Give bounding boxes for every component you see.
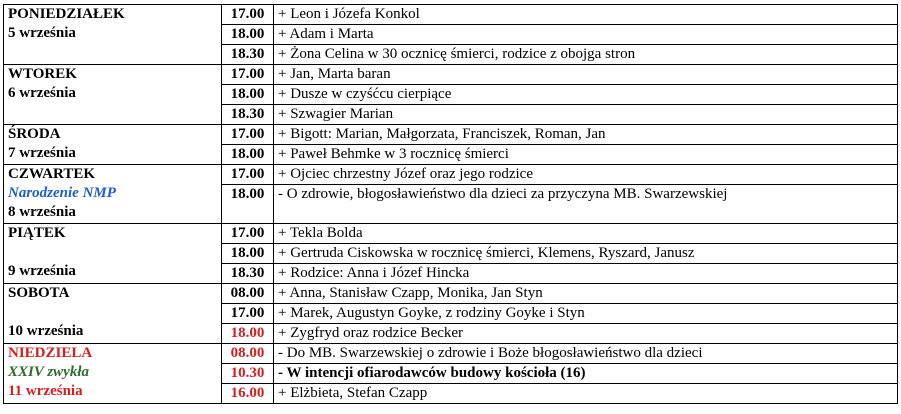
day-cell-tuesday (4, 65, 222, 125)
table-row (4, 344, 898, 364)
table-row (4, 5, 898, 25)
feast-name: Narodzenie NMP (8, 185, 116, 201)
mass-intentions-table (3, 4, 898, 404)
day-name: WTOREK (8, 66, 77, 82)
mass-intention: - Do MB. Swarzewskiej o zdrowie i Boże błogosławieństwo dla dzieci (274, 344, 898, 364)
mass-intention: + Anna, Stanisław Czapp, Monika, Jan Styn (274, 284, 898, 304)
day-cell-monday (4, 5, 222, 65)
table-row (4, 284, 898, 304)
mass-intention: + Jan, Marta baran (274, 65, 898, 85)
day-cell-friday (4, 224, 222, 284)
mass-time: 18.00 (222, 25, 274, 45)
mass-intention: - W intencji ofiarodawców budowy kościoła (16) (274, 364, 898, 384)
feast-name: XXIV zwykła (8, 364, 89, 380)
mass-time: 17.00 (222, 65, 274, 85)
table-row (4, 65, 898, 85)
mass-time: 17.00 (222, 165, 274, 185)
table-row (4, 125, 898, 145)
day-name: PIĄTEK (8, 225, 66, 241)
table-row (4, 165, 898, 185)
mass-intention: + Tekla Bolda (274, 224, 898, 244)
day-cell-sunday (4, 344, 222, 404)
mass-time: 18.30 (222, 45, 274, 65)
mass-time: 17.00 (222, 125, 274, 145)
mass-time: 08.00 (222, 284, 274, 304)
mass-intention: + Zygfryd oraz rodzice Becker (274, 324, 898, 344)
table-row (4, 224, 898, 244)
mass-time: 17.00 (222, 5, 274, 25)
mass-intention: + Dusze w czyśćcu cierpiące (274, 85, 898, 105)
mass-intention: + Elżbieta, Stefan Czapp (274, 384, 898, 404)
mass-time: 17.00 (222, 224, 274, 244)
day-cell-saturday (4, 284, 222, 344)
mass-time: 18.30 (222, 105, 274, 125)
mass-time: 10.30 (222, 364, 274, 384)
mass-intention: + Leon i Józefa Konkol (274, 5, 898, 25)
mass-intention: + Szwagier Marian (274, 105, 898, 125)
day-date: 10 września (8, 323, 84, 339)
day-date: 7 września (8, 145, 76, 161)
mass-intention: + Ojciec chrzestny Józef oraz jego rodzice (274, 165, 898, 185)
mass-time: 18.30 (222, 264, 274, 284)
mass-intention: + Gertruda Ciskowska w rocznicę śmierci, Klemens, Ryszard, Janusz (274, 244, 898, 264)
day-cell-wednesday (4, 125, 222, 165)
mass-time: 18.00 (222, 145, 274, 165)
mass-intention: + Adam i Marta (274, 25, 898, 45)
day-name: SOBOTA (8, 285, 70, 301)
mass-time: 18.00 (222, 85, 274, 105)
day-date: 11 września (8, 383, 83, 399)
mass-intention: + Żona Celina w 30 ocznicę śmierci, rodzice z obojga stron (274, 45, 898, 65)
mass-time: 18.00 (222, 185, 274, 224)
mass-time: 18.00 (222, 324, 274, 344)
day-cell-thursday (4, 165, 222, 224)
day-name: NIEDZIELA (8, 345, 93, 361)
mass-intention: + Marek, Augustyn Goyke, z rodziny Goyke i Styn (274, 304, 898, 324)
day-date: 9 września (8, 263, 76, 279)
day-date: 6 września (8, 85, 76, 101)
day-name: CZWARTEK (8, 166, 95, 182)
mass-intention: + Rodzice: Anna i Józef Hincka (274, 264, 898, 284)
mass-time: 08.00 (222, 344, 274, 364)
day-date: 8 września (8, 204, 76, 220)
mass-time: 17.00 (222, 304, 274, 324)
day-name: ŚRODA (8, 126, 61, 142)
mass-intention: + Bigott: Marian, Małgorzata, Franciszek, Roman, Jan (274, 125, 898, 145)
mass-time: 18.00 (222, 244, 274, 264)
day-name: PONIEDZIAŁEK (8, 6, 125, 22)
day-date: 5 września (8, 25, 76, 41)
mass-intention: - O zdrowie, błogosławieństwo dla dzieci za przyczyna MB. Swarzewskiej (274, 185, 898, 224)
mass-time: 16.00 (222, 384, 274, 404)
mass-intention: + Paweł Behmke w 3 rocznicę śmierci (274, 145, 898, 165)
